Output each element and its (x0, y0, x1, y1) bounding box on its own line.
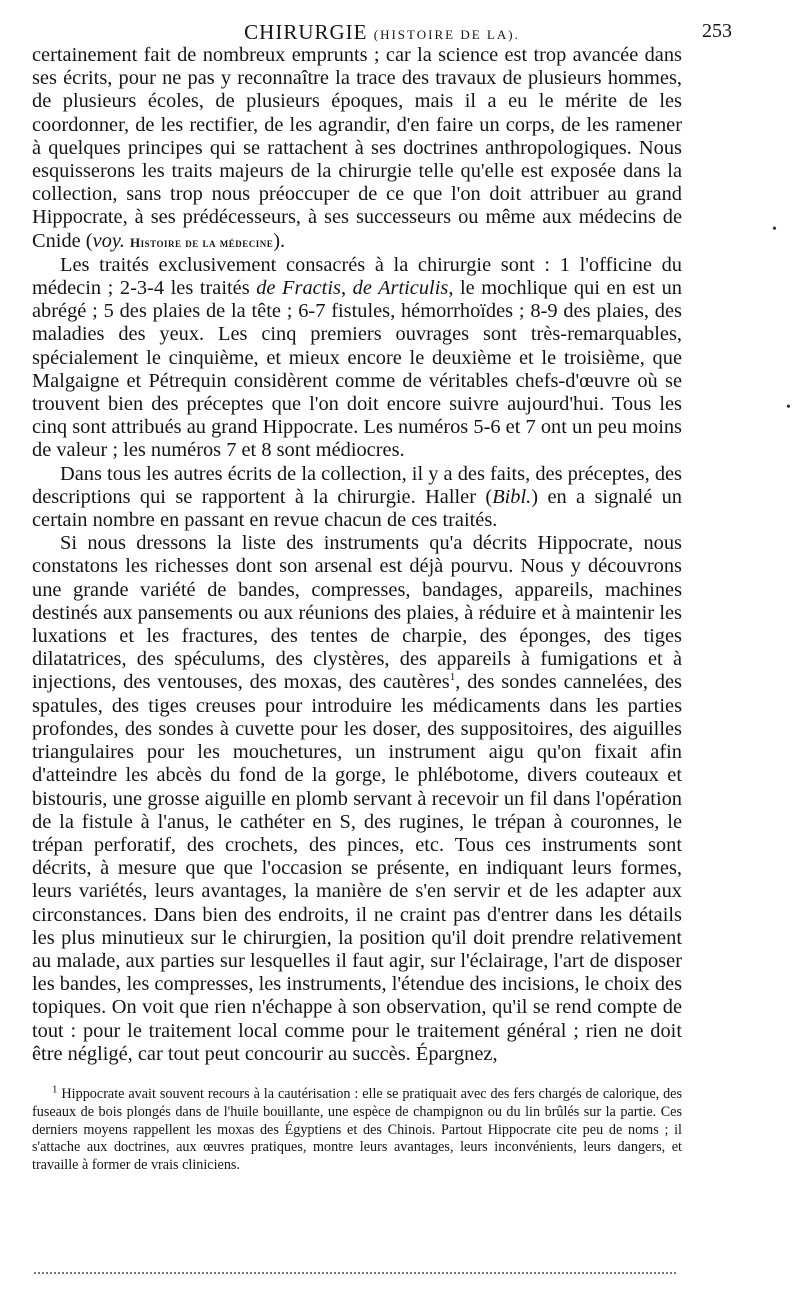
footnote-marker: 1 (52, 1083, 58, 1096)
footnote-ref[interactable]: 1 (449, 671, 456, 684)
margin-speck: • (786, 400, 791, 415)
footnote (32, 1083, 682, 1175)
running-title-main: CHIRURGIE (244, 20, 368, 44)
margin-speck: • (772, 222, 777, 237)
paragraph-4-text-b: , des sondes cannelées, des spatules, des tiges creuses pour introduire les médicaments dans les parties profondes, des sondes à cuvette pour les doser, des suppositoires, des aiguilles triangulaires pour les mouchetures, un instrument aigu qu'on fixait afin d'atteindre les abcès du fond de la gorge, le phlébotome, divers couteaux et bistouris, une grosse aiguille en plomb servant à recevoir un fil dans l'opération de la fistule à l'anus, le cathéter en S, des rugines, le trépan à couronnes, le trépan perforatif, des crochets, des pinces, etc. Tous ces instruments sont décrits, à mesure que que l'occasion se présente, en indiquant leurs formes, leurs variétés, leurs avantages, la manière de s'en servir et de les adapter aux circonstances. Dans bien des endroits, il ne craint pas d'entrer dans les détails les plus minutieux sur le chirurgien, la position qu'il doit prendre relativement au malade, aux parties sur lesquelles il faut agir, sur l'éclairage, l'art de disposer les bandes, les compresses, les instruments, l'étendue des incisions, le choix des topiques. On voit que rien n'échappe à son observation, qu'il se rend compte de tout : pour le traitement local comme pour le traitement général ; rien ne doit être négligé, car tout peut concourir au succès. Épargnez, (32, 671, 682, 1065)
paragraph-1-end: ). (273, 229, 286, 252)
bottom-dotted-rule (34, 1272, 676, 1274)
paragraph-3-text-a: Dans tous les autres écrits de la collection, il y a des faits, des préceptes, des descriptions qui se rapportent à la chirurgie. Haller ( (32, 462, 682, 508)
running-title-subtitle: (HISTOIRE DE LA). (373, 27, 520, 42)
paragraph-1 (32, 44, 682, 254)
paragraph-2-text-c: , le mochlique qui en est un abrégé ; 5 des plaies de la tête ; 6-7 fistules, hémorrhoïdes ; 8-9 des plaies, des maladies des yeux. Les cinq premiers ouvrages sont très-remarquables, spécialement le cinquième, et mieux encore le deuxième et le troisième, que Malgaigne et Pétrequin considèrent comme de véritables chefs-d'œuvre où se trouvent bien des préceptes que l'on doit encore suivre aujourd'hui. Tous les cinq sont attribués au grand Hippocrate. Les numéros 5-6 et 7 ont un peu moins de valeur ; les numéros 7 et 8 sont médiocres. (32, 277, 682, 462)
page-number: 253 (702, 20, 732, 42)
paragraph-3-text-b: ) en a signalé un certain nombre en passant en revue chacun de ces traités. (32, 485, 683, 532)
footnote-text (32, 1083, 682, 1175)
cross-reference: Histoire de la médecine (130, 234, 274, 250)
title-de-articulis: de Articulis (352, 277, 449, 300)
title-bibl: Bibl. (492, 485, 532, 508)
voy-abbrev: voy. (92, 229, 125, 252)
paragraph-4-text-a: Si nous dressons la liste des instruments qu'a décrits Hippocrate, nous constatons les richesses dont son arsenal est déjà pourvu. Nous y découvrons une grande variété de bandes, compresses, bandages, appareils, machines destinés aux pansements ou aux réunions des plaies, à réduire et à maintenir les luxations et les fractures, des tentes de charpie, des éponges, des tiges dilatatrices, des spéculums, des clystères, des appareils à fumigations et à injections, des ventouses, des moxas, des cautères (32, 532, 682, 694)
paragraph-2-text-a: Les traités exclusivement consacrés à la chirurgie sont : 1 l'officine du médecin ; 2-3-4 les traités (32, 253, 682, 300)
paragraph-2 (32, 254, 682, 463)
title-de-fractis: de Fractis (256, 277, 341, 300)
paragraph-3 (32, 463, 682, 533)
paragraph-1-text: certainement fait de nombreux emprunts ; car la science est trop avancée dans ses écrits, pour ne pas y reconnaître la trace des travaux de plusieurs hommes, de plusieurs écoles, de plusieurs époques, mais il a eu le mérite de les coordonner, de les rectifier, de les agrandir, d'en faire un corps, de les ramener à quelques principes qui se rattachent à ses doctrines anthropologiques. Nous esquisserons les traits majeurs de la chirurgie telle qu'elle est exposée dans la collection, sans trop nous préoccuper de ce que l'on doit attribuer au grand Hippocrate, à ses prédécesseurs, à ses successeurs ou même aux médecins de Cnide ( (32, 44, 682, 252)
main-text (32, 44, 682, 1066)
running-title (32, 20, 732, 45)
footnote-body: Hippocrate avait souvent recours à la cautérisation : elle se pratiquait avec des fers chargés de calorique, des fuseaux de bois plongés dans de l'huile bouillante, une espèce de champignon ou du lin brûlés sur la partie. Ces derniers moyens rappellent les moxas des Égyptiens et des Chinois. Partout Hippocrate cite peu de noms ; il s'attache aux doctrines, aux œuvres pratiques, montre leurs avantages, leurs inconvénients, leurs dangers, et travaille à former de vrais cliniciens. (32, 1086, 682, 1174)
paragraph-4 (32, 532, 682, 1066)
paragraph-2-text-b: , (340, 277, 353, 300)
